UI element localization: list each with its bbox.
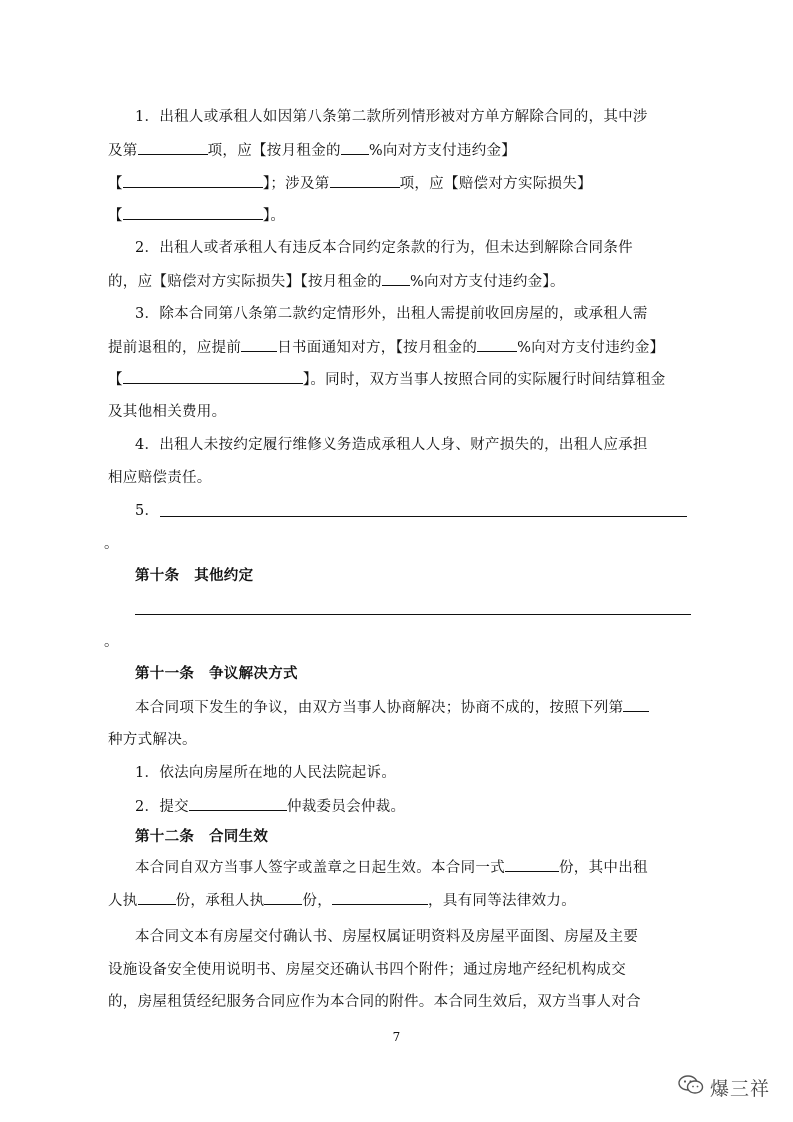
- article-12-para-line-1: 本合同自双方当事人签字或盖章之日起生效。本合同一式 份，其中出租: [135, 857, 648, 878]
- article-11-para-line-2: 种方式解决。: [108, 732, 197, 748]
- blank-field[interactable]: [123, 205, 263, 220]
- clause-3-line-3: 【 】。同时，双方当事人按照合同的实际履行时间结算租金: [108, 369, 666, 390]
- clause-4-line-2: 相应赔偿责任。: [108, 470, 212, 486]
- article-10-title: 第十条 其他约定: [135, 568, 254, 584]
- blank-field[interactable]: [505, 857, 559, 872]
- clause-1-line-3: 【 】；涉及第 项，应【赔偿对方实际损失】: [108, 173, 592, 194]
- article-10-end: 。: [104, 634, 119, 650]
- article-12-para-line-2: 人执 份，承租人执 份， ，具有同等法律效力。: [108, 890, 576, 911]
- article-12-para-line-3: 本合同文本有房屋交付确认书、房屋权属证明资料及房屋平面图、房屋及主要: [135, 929, 639, 945]
- blank-field[interactable]: [330, 173, 400, 188]
- watermark: [678, 1072, 770, 1102]
- blank-field[interactable]: [382, 271, 410, 286]
- article-11-para-line-1: 本合同项下发生的争议，由双方当事人协商解决；协商不成的，按照下列第: [135, 697, 649, 718]
- blank-field[interactable]: [623, 697, 649, 712]
- watermark-text: 爆三祥: [710, 1077, 771, 1100]
- blank-field[interactable]: [341, 140, 369, 155]
- clause-5-end: 。: [104, 536, 119, 552]
- clause-3-line-4: 及其他相关费用。: [108, 404, 227, 420]
- clause-1-line-4: 【 】。: [108, 205, 285, 226]
- blank-field[interactable]: [138, 140, 208, 155]
- blank-field[interactable]: [332, 890, 428, 905]
- clause-2-line-1: 2．出租人或者承租人有违反本合同约定条款的行为，但未达到解除合同条件: [135, 240, 633, 256]
- page-number: 7: [392, 1030, 401, 1044]
- article-12-para-line-4: 设施设备安全使用说明书、房屋交还确认书四个附件；通过房地产经纪机构成交: [108, 962, 626, 978]
- blank-field[interactable]: [123, 173, 263, 188]
- clause-4-line-1: 4．出租人未按约定履行维修义务造成承租人人身、财产损失的，出租人应承担: [135, 437, 648, 453]
- blank-field[interactable]: [477, 337, 517, 352]
- clause-5-blank-line[interactable]: [160, 516, 687, 517]
- article-10-blank-line[interactable]: [135, 614, 691, 615]
- clause-5-number: 5．: [135, 503, 160, 519]
- clause-2-line-2: 的，应【赔偿对方实际损失】【按月租金的 %向对方支付违约金】。: [108, 271, 565, 292]
- clause-3-line-1: 3．除本合同第八条第二款约定情形外，出租人需提前收回房屋的，或承租人需: [135, 306, 648, 322]
- blank-field[interactable]: [241, 337, 277, 352]
- clause-1-line-2: 及第 项，应【按月租金的 %向对方支付违约金】: [108, 140, 516, 161]
- wechat-icon: [678, 1074, 704, 1100]
- blank-field[interactable]: [123, 369, 303, 384]
- clause-1-line-1: 1．出租人或承租人如因第八条第二款所列情形被对方单方解除合同的，其中涉: [135, 109, 648, 125]
- article-12-para-line-5: 的，房屋租赁经纪服务合同应作为本合同的附件。本合同生效后，双方当事人对合: [108, 994, 641, 1010]
- article-11-title: 第十一条 争议解决方式: [135, 666, 298, 682]
- clause-3-line-2: 提前退租的，应提前 日书面通知对方，【按月租金的 %向对方支付违约金】: [108, 337, 664, 358]
- article-11-option-1: 1．依法向房屋所在地的人民法院起诉。: [135, 765, 397, 781]
- blank-field[interactable]: [138, 890, 176, 905]
- article-11-option-2: 2．提交 仲裁委员会仲裁。: [135, 796, 405, 817]
- article-12-title: 第十二条 合同生效: [135, 829, 269, 845]
- blank-field[interactable]: [189, 796, 287, 811]
- blank-field[interactable]: [264, 890, 302, 905]
